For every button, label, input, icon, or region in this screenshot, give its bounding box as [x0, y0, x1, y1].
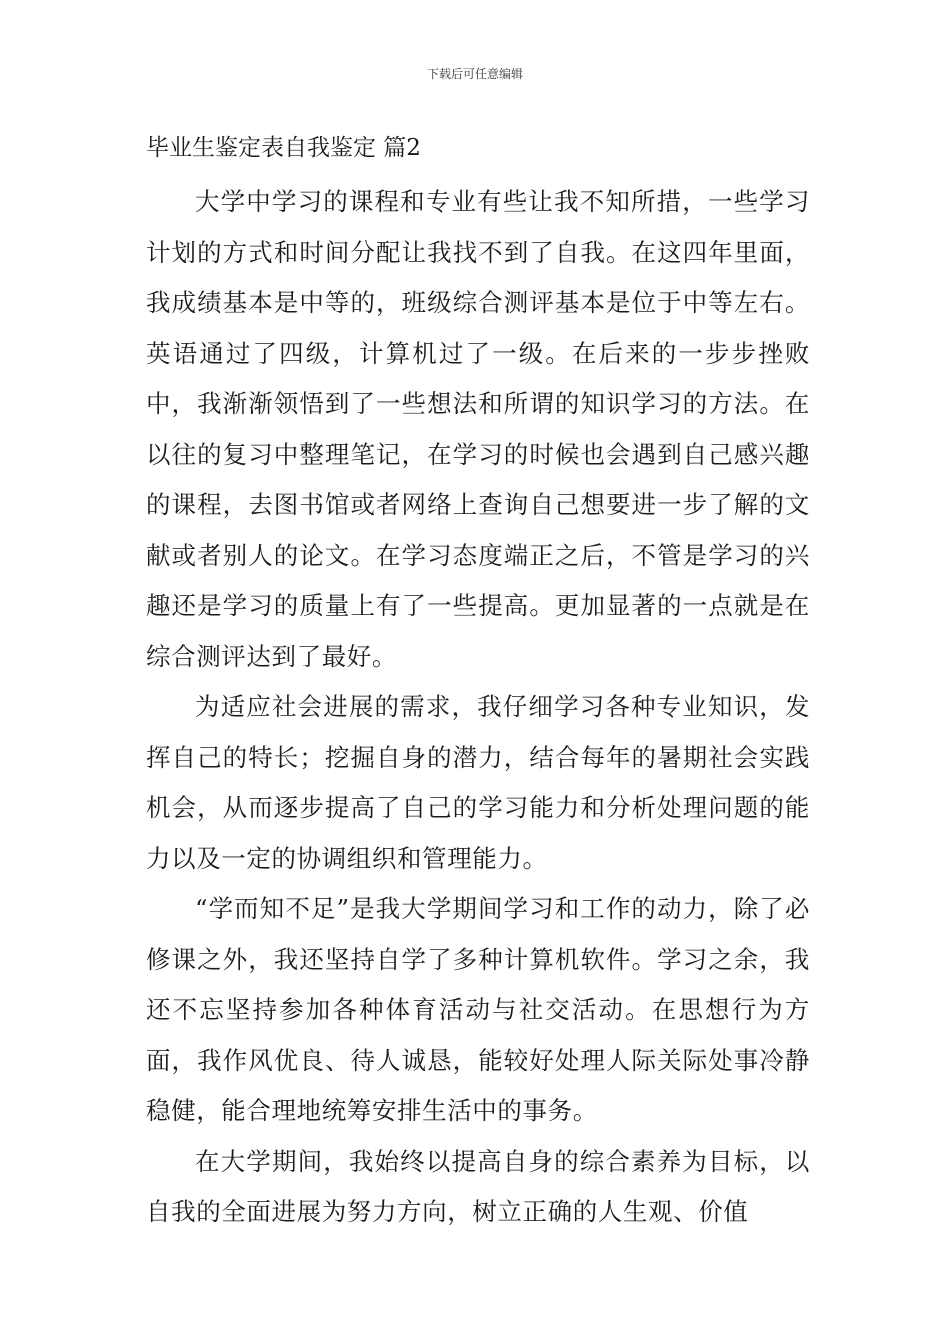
- document-body: [146, 177, 810, 1238]
- paragraph: 为适应社会进展的需求，我仔细学习各种专业知识，发挥自己的特长；挖掘自身的潜力，结合每年的暑期社会实践机会，从而逐步提高了自己的学习能力和分析处理问题的能力以及一定的协调组织和管理能力。: [146, 692, 810, 873]
- header-note: 下载后可任意编辑: [426, 67, 523, 81]
- document-title: 毕业生鉴定表自我鉴定 篇2: [146, 135, 421, 161]
- paragraph: 大学中学习的课程和专业有些让我不知所措，一些学习计划的方式和时间分配让我找不到了自我。在这四年里面，我成绩基本是中等的，班级综合测评基本是位于中等左右。英语通过了四级，计算机过了一级。在后来的一步步挫败中，我渐渐领悟到了一些想法和所谓的知识学习的方法。在以往的复习中整理笔记，在学习的时候也会遇到自己感兴趣的课程，去图书馆或者网络上查询自己想要进一步了解的文献或者别人的论文。在学习态度端正之后，不管是学习的兴趣还是学习的质量上有了一些提高。更加显著的一点就是在综合测评达到了最好。: [146, 187, 810, 671]
- paragraph: “学而知不足”是我大学期间学习和工作的动力，除了必修课之外，我还坚持自学了多种计算机软件。学习之余，我还不忘坚持参加各种体育活动与社交活动。在思想行为方面，我作风优良、待人诚恳，能较好处理人际关际处事冷静稳健，能合理地统筹安排生活中的事务。: [146, 894, 810, 1125]
- paragraph: 在大学期间，我始终以提高自身的综合素养为目标，以自我的全面进展为努力方向，树立正确的人生观、价值: [146, 1146, 810, 1226]
